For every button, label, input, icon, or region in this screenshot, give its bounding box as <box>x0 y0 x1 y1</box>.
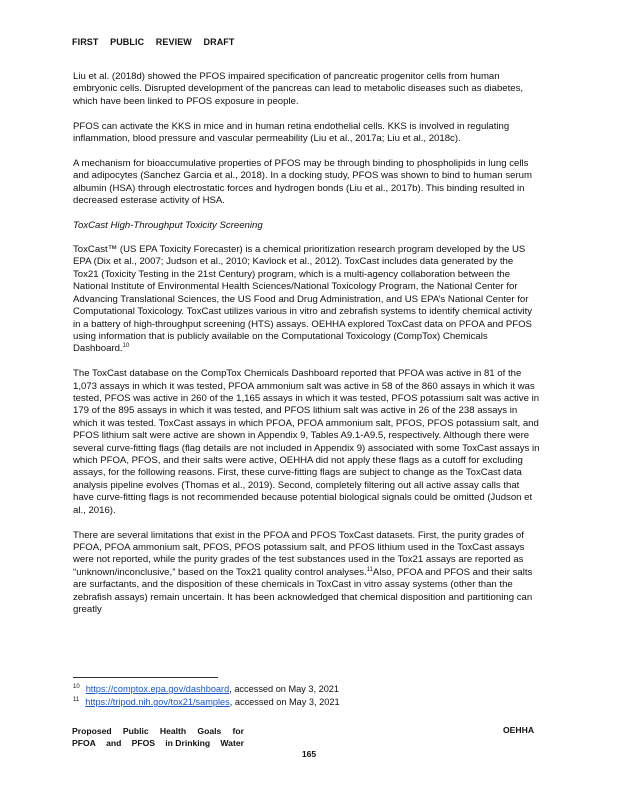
footnote-accessed-text: , accessed on May 3, 2021 <box>229 697 340 707</box>
footer-document-title <box>72 725 272 749</box>
footnotes <box>73 683 543 709</box>
footnote-number: 11 <box>73 696 80 703</box>
paragraph-limitations <box>73 530 541 617</box>
paragraph-kks: PFOS can activate the KKS in mice and in human retina endothelial cells. KKS is involved in regulating inflammation, blood pressure and vascular permeability (Liu et al., 2017a; Liu et al., 2018c). <box>73 120 510 145</box>
footer-title-line-1 <box>72 725 244 737</box>
footnote-number: 10 <box>73 683 80 690</box>
page-number: 165 <box>301 749 317 759</box>
limitations-text-1: There are several limitations that exist in the PFOA and PFOS ToxCast datasets. First, the purity grades of PFOA, PFOA ammonium salt, PFOS, PFOS potassium salt, and PFOS lithium used in the ToxCast assays were not reported, while the purity grades of the test substances used in the Tox21 assays are reported as “unknown/inconclusive,” based on the Tox21 quality control analyses. <box>73 529 525 578</box>
footer-agency: OEHHA <box>503 725 535 735</box>
paragraph-toxcast-results: The ToxCast database on the CompTox Chemicals Dashboard reported that PFOA was active in 81 of the 1,073 assays in which it was tested, PFOA ammonium salt was active in 58 of the 860 assays in which it was tested, PFOS was active in 260 of the 1,165 assays in which it was tested, PFOS potassium salt was active in 179 of the 895 assays in which it was tested, and PFOS lithium salt was active in 26 of the 238 assays in which it was tested. ToxCast assays in which PFOA, PFOA ammonium salt, PFOS, PFOS potassium salt, and PFOS lithium salt were active are shown in Appendix 9, Tables A9.1-A9.5, respectively. Although there were several curve-fitting flags (flag details are not included in Appendix 9) associated with some ToxCast assays in which PFOA, PFOS, and their salts were active, OEHHA did not apply these flags as a cutoff for excluding assays, for the following reasons. First, these curve-fitting flags are subject to change as the ToxCast data analysis pipeline evolves (Thomas et al., 2019). Second, completely filtering out all active assay calls that have curve-fitting flags is not recommended because potential biological signals could be omitted (Judson et al., 2016). <box>73 368 540 516</box>
limitations-text-2: Also, PFOA and PFOS and their salts are surfactants, and the disposition of these chemicals in ToxCast in vitro assay systems (other than the zebrafish assays) remain uncertain. It has been acknowledged that chemical disposition and partitioning can greatly <box>73 566 533 616</box>
footnote-ref-11: 11 <box>366 566 373 573</box>
footer-word: Water <box>220 738 244 748</box>
footer-word: for <box>232 726 244 736</box>
footnote-ref-10: 10 <box>122 343 130 350</box>
footer-word: Health <box>159 726 187 736</box>
footnote-accessed-text: , accessed on May 3, 2021 <box>229 684 340 694</box>
toxcast-intro-text: ToxCast™ (US EPA Toxicity Forecaster) is a chemical prioritization research program developed by the US EPA (Dix et al., 2007; Judson et al., 2010; Kavlock et al., 2012). ToxCast includes data generated by the Tox21 (Toxicity Testing in the 21st Century) program, which is a multi-agency collaboration between the National Institute of Environmental Health Sciences/National Toxicology Program, the National Center for Advancing Translational Sciences, the US Food and Drug Administration, and US EPA’s National Center for Computational Toxicology. ToxCast utilizes various in vitro and zebrafish systems to identify chemical activity in a battery of high-throughput screening (HTS) assays. OEHHA explored ToxCast data on PFOA and PFOS using information that is publicly available on the Computational Toxicology (CompTox) Chemicals Dashboard. <box>73 244 533 355</box>
footer-word: Public <box>122 726 149 736</box>
draft-header: FIRST PUBLIC REVIEW DRAFT <box>72 37 235 47</box>
footer-word: and <box>106 738 122 748</box>
body-text <box>73 71 541 629</box>
tox21-samples-link[interactable]: https://tripod.nih.gov/tox21/samples <box>85 697 230 707</box>
footer-word: in Drinking <box>165 738 211 748</box>
section-subheading: ToxCast High-Throughput Toxicity Screening <box>73 220 263 232</box>
comptox-dashboard-link[interactable]: https://comptox.epa.gov/dashboard <box>85 684 230 694</box>
paragraph-toxcast-intro <box>73 244 541 356</box>
footer-title-line-2 <box>72 737 244 749</box>
footnote-10 <box>73 683 543 696</box>
paragraph-pancreas: Liu et al. (2018d) showed the PFOS impaired specification of pancreatic progenitor cells from human embryonic cells. Disrupted development of the pancreas can lead to metabolic diseases such as diabetes, which have been linked to PFOS exposure in people. <box>73 71 524 107</box>
footer-word: Proposed <box>72 726 112 736</box>
footer-word: Goals <box>197 726 222 736</box>
footnote-divider <box>73 677 218 678</box>
paragraph-mechanism: A mechanism for bioaccumulative properties of PFOS may be through binding to phospholipids in lung cells and adipocytes (Sanchez Garcia et al., 2018). In a docking study, PFOS was shown to bind to human serum albumin (HSA) through electrostatic forces and hydrogen bonds (Liu et al., 2017b). This binding resulted in decreased esterase activity of HSA. <box>73 158 532 207</box>
footer-word: PFOS <box>131 738 156 748</box>
footer-word: PFOA <box>72 738 96 748</box>
footnote-11 <box>73 696 543 709</box>
